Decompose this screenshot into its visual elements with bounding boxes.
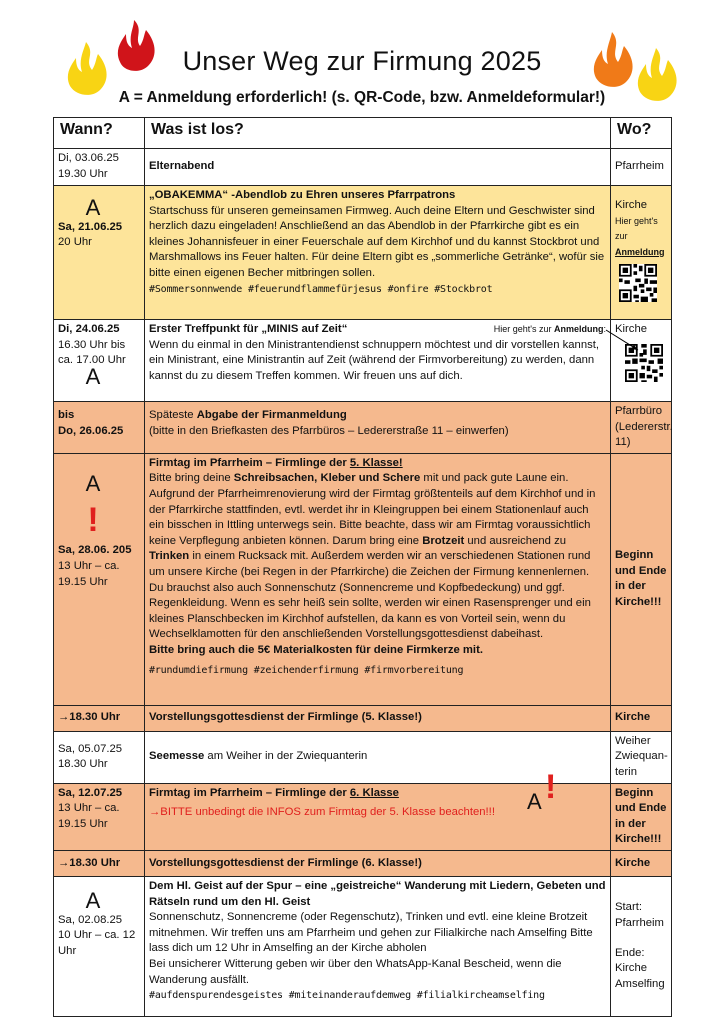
table-header-row [54,118,672,149]
column-header-wann: Wann? [54,118,145,149]
date-cell: →18.30 Uhr [54,705,145,731]
event-description: Wenn du einmal in den Ministrantendienst schnuppern möchtest und dir vorstellen kannst, ein Ministrant, eine Ministrantin auf Zeit (während der Firmvorbereitung) zu werden, dann kannst du zu diesem Treffen kommen. Wir freuen uns auf dich. [149,338,600,382]
row-date: Sa, 28.06. 205 [58,544,132,557]
table-row [54,731,672,783]
registration-marker: A [527,788,542,814]
column-header-wo: Wo? [611,118,672,149]
table-row [54,186,672,320]
date-cell [54,453,145,705]
table-row [54,876,672,1016]
table-row [54,402,672,454]
row-date: Sa, 12.07.25 [58,786,123,799]
event-description: Bitte bring deine Schreibsachen, Kleber und Schere mit und pack gute Laune ein. Aufgrund der Pfarrheimrenovierung wird der Firmtag größtenteils auf dem Kirchhof und in der Pfarrkirche stattfinden, evtl. werdet ihr in Kleingruppen bei einem Stationenlauf auch ein bisschen in Ittling unterwegs sein. Bitte beachte, dass wir am Firmtag voraussichtlich keine Verpflegung anbieten können. Darum bring eine Brotzeit und ausreichend zu Trinken in einem Rucksack mit. Außerdem werden wir an verschiedenen Stationen rund um unsere Kirche (bei Regen in der Pfarrkirche) die Zeichen der Firmung kennenlernen. Du brauchst also auch Sonnenschutz (Sonnencreme und Kopfbedeckung) und ggf. Regenkleidung. Wenn es sehr heiß sein sollte, werden wir einen Rasensprenger und ein kleines Planschbecken im Kirchhof aufstellen, da kann es von Vorteil sein, wenn du Wechselklamotten für den anschließenden Vorstellungsgottesdienst dabeihast. [149,472,596,641]
date-cell [54,876,145,1016]
location-cell: Pfarrheim [611,149,672,186]
exclamation-icon: ! [545,767,557,806]
event-title: Dem Hl. Geist auf der Spur – eine „geistreiche“ Wanderung mit Liedern, Gebeten und Rätseln rund um den Hl. Geist [149,879,606,908]
event-title: Firmtag im Pfarrheim – Firmlinge der 6. Klasse [149,786,399,799]
location-cell: Beginn und Ende in der Kirche!!! [611,783,672,850]
row-date: Di, 03.06.25 [58,152,119,164]
date-cell [54,402,145,454]
date-cell [54,320,145,402]
event-description: Startschuss für unseren gemeinsamen Firmweg. Auch deine Eltern und Geschwister sind herzlich dazu eingeladen! Anschließend an das Abendlob in der Pfarrkirche gibt es ein kleines Johannisfeuer in einer Feuerschale auf dem Kirchhof und du kannst Stockbrot und Marshmallows ins Feuer halten. Für deine Eltern gibt es „sommerliche Getränke“, wofür sie bitte einen eigenen Becher mitbringen sollen. [149,204,605,279]
row-date: Di, 24.06.25 [58,323,120,335]
row-time: 18.30 Uhr [58,758,108,771]
event-title: Firmtag im Pfarrheim – Firmlinge der 5. Klasse! [149,456,403,469]
event-note: Bitte bring auch die 5€ Materialkosten für deine Firmkerze mit. [149,643,483,656]
registration-marker: A [85,363,101,389]
table-row [54,453,672,705]
event-description-2: Bei unsicherer Witterung geben wir über den WhatsApp-Kanal Bescheid, wenn die Wanderung ausfällt. [149,957,562,986]
registration-marker: A [85,195,101,220]
event-cell [145,767,611,850]
date-cell: →18.30 Uhr [54,850,145,876]
event-description: Sonnenschutz, Sonnencreme (oder Regenschutz), Trinken und evtl. eine kleine Brotzeit mitnehmen. Wir treffen uns am Pfarrheim und gehen zur Filialkirche nach Amselfing Bitte lass dich um 12 Uhr in Amselfing an der Kirche abholen [149,911,593,955]
row-date: Do, 26.06.25 [58,424,124,437]
location-cell: Kirche [611,850,672,876]
event-cell [145,876,611,1016]
event-hashtags: #rundumdiefirmung #zeichenderfirmung #firmvorbereitung [149,664,464,676]
event-cell [145,731,611,783]
row-time: 13 Uhr – ca. 19.15 Uhr [58,802,120,830]
location-cell: Weiher Zwiequan-terin [611,731,672,783]
date-cell [54,783,145,850]
location-start: Start: Pfarrheim [615,901,664,930]
page-subtitle: A = Anmeldung erforderlich! (s. QR-Code, bzw. Anmeldeformular!) [118,89,606,106]
event-cell [145,186,611,320]
event-cell [145,453,611,705]
location-cell [611,186,672,320]
location-cell: Beginn und Ende in der Kirche!!! [611,453,672,705]
registration-note: Hier geht's zur [615,215,658,242]
registration-link[interactable]: Anmeldung [553,324,604,334]
row-time: 10 Uhr – ca. 12 Uhr [58,929,136,957]
event-cell: Späteste Abgabe der Firmanmeldung (bitte in den Briefkasten des Pfarrbüros – Ledererstraße 11 – einwerfen) [145,402,611,454]
row-time: 13 Uhr – ca. 19.15 Uhr [58,559,120,588]
registration-marker: A [85,470,101,496]
event-title: Erster Treffpunkt für „MINIS auf Zeit“ [149,323,348,335]
table-row [54,320,672,402]
row-time: 19.30 Uhr [58,167,108,180]
row-date: Sa, 05.07.25 [58,742,123,755]
header [0,0,724,118]
event-cell [145,149,611,186]
event-hashtags: #aufdenspurendesgeistes #miteinanderaufdemweg #filialkircheamselfing [149,990,545,1002]
location-label: Kirche [615,323,648,335]
location-end: Ende: Kirche Amselfing [615,946,665,990]
registration-marker: A [85,887,101,913]
location-cell: Kirche [611,705,672,731]
date-cell [54,731,145,783]
event-description: am Weiher in der Zwiequanterin [204,750,368,763]
event-title: Elternabend [149,160,215,173]
location-cell [611,876,672,1016]
arrow-icon [606,330,646,354]
table-row [54,850,672,876]
table-row [54,783,672,850]
event-title: Seemesse [149,750,205,763]
event-title: Vorstellungsgottesdienst der Firmlinge (6. Klasse!) [145,850,611,876]
event-description: →BITTE unbedingt die INFOS zum Firmtag der 5. Klasse beachten!!! [149,806,495,819]
table-row [54,705,672,731]
row-date: Sa, 02.08.25 [58,913,123,926]
event-title: „OBAKEMMA“ -Abendlob zu Ehren unseres Pfarrpatrons [149,189,456,201]
exclamation-icon: ! [87,501,99,540]
row-time: 20 Uhr [58,236,92,249]
event-hashtags: #Sommersonnwende #feuerundflammefürjesus #onfire #Stockbrot [149,283,493,295]
row-date: Sa, 21.06.25 [58,220,123,233]
location-label: Kirche [615,199,648,211]
event-cell [145,320,611,402]
date-cell [54,149,145,186]
table-row [54,149,672,186]
event-description: (bitte in den Briefkasten des Pfarrbüros – Ledererstraße 11 – einwerfen) [149,424,509,437]
page-title: Unser Weg zur Firmung 2025 [182,46,542,76]
location-cell: Pfarrbüro (Ledererstr. 11) [611,402,672,454]
qr-code-icon[interactable] [619,264,657,302]
row-date-prefix: bis [58,409,75,421]
event-title: Abgabe der Firmanmeldung [196,409,347,421]
schedule-table [53,117,672,1017]
date-cell [54,186,145,320]
column-header-was: Was ist los? [145,118,611,149]
registration-note: Hier geht's zur Anmeldung: [493,324,606,334]
event-title: Vorstellungsgottesdienst der Firmlinge (5. Klasse!) [145,705,611,731]
registration-link[interactable]: Anmeldung [615,246,665,257]
row-time: 16.30 Uhr bis ca. 17.00 Uhr [58,338,126,367]
